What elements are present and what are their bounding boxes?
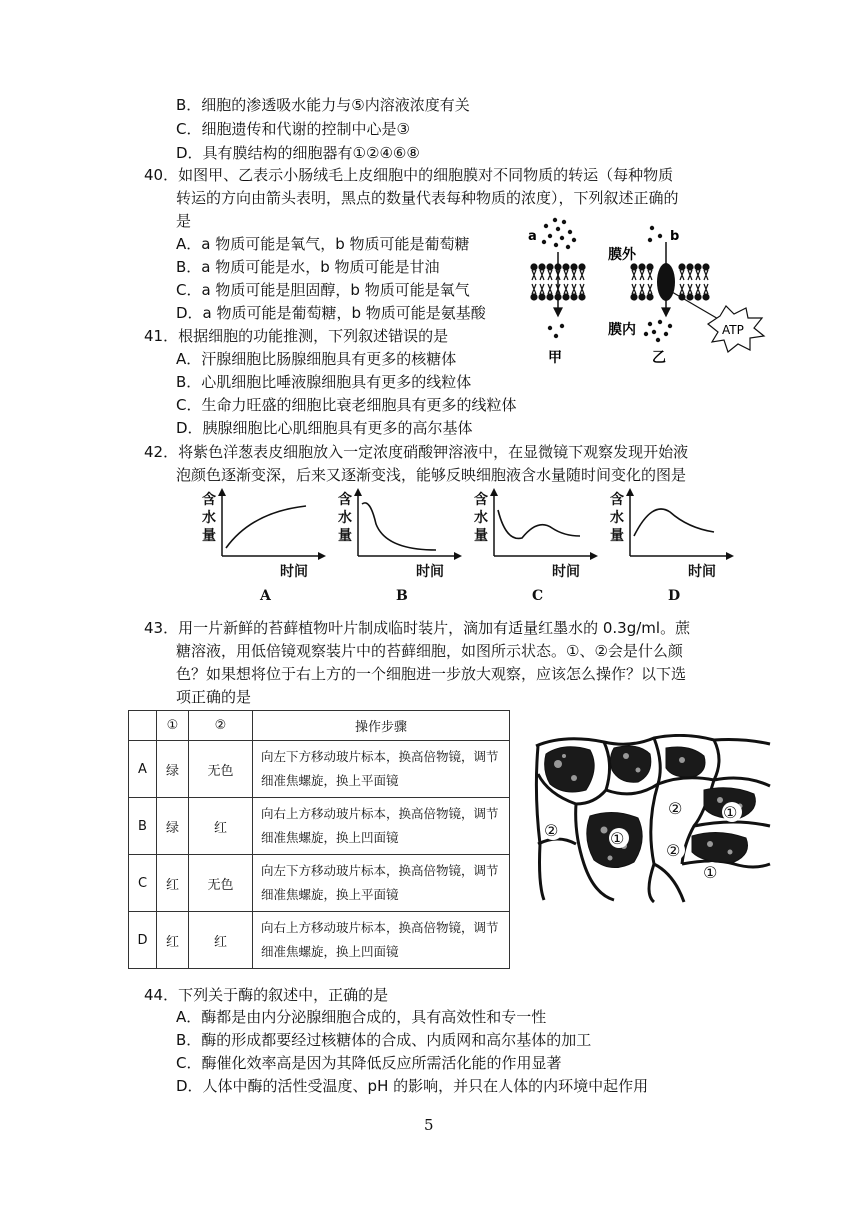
carrier-protein <box>657 263 675 301</box>
atp-label: ATP <box>722 323 744 337</box>
svg-text:水: 水 <box>202 510 216 526</box>
page-number: 5 <box>424 1116 434 1134</box>
q39-option-c: C．细胞遗传和代谢的控制中心是③ <box>176 120 410 138</box>
q44-option-d: D．人体中酶的活性受温度、pH 的影响，并只在人体的内环境中起作用 <box>176 1077 649 1095</box>
label-one: ① <box>723 803 738 822</box>
q43-options-table <box>128 710 510 969</box>
q43-stem-1: 43．用一片新鲜的苔藓植物叶片制成临时装片，滴加有适量红墨水的 0.3g/ml。蔗 <box>144 619 691 637</box>
b-dots-outside <box>648 226 662 242</box>
q40-stem-1: 40．如图甲、乙表示小肠绒毛上皮细胞中的细胞膜对不同物质的转运（每种物质 <box>144 166 674 184</box>
svg-text:时间: 时间 <box>552 564 580 580</box>
graph-c <box>474 488 598 604</box>
q43-stem-4: 项正确的是 <box>176 688 252 706</box>
membrane-transport-figure <box>520 212 770 372</box>
q44-option-a: A．酶都是由内分泌腺细胞合成的，具有高效性和专一性 <box>176 1008 547 1026</box>
q42-stem-2: 泡颜色逐渐变深，后来又逐渐变浅，能够反映细胞液含水量随时间变化的图是 <box>176 466 687 484</box>
svg-text:水: 水 <box>610 510 624 526</box>
table-row: A 绿 无色 向左下方移动玻片标本，换高倍物镜，调节细准焦螺旋，换上平面镜 <box>129 741 510 798</box>
table-row: C 红 无色 向左下方移动玻片标本，换高倍物镜，调节细准焦螺旋，换上平面镜 <box>129 855 510 912</box>
label-outside: 膜外 <box>608 247 636 263</box>
label-one: ① <box>703 863 718 882</box>
graph-d <box>610 488 734 604</box>
q40-option-c: C．a 物质可能是胆固醇，b 物质可能是氧气 <box>176 281 470 299</box>
table-row: D 红 红 向右上方移动玻片标本，换高倍物镜，调节细准焦螺旋，换上凹面镜 <box>129 912 510 969</box>
graph-a <box>202 488 326 604</box>
svg-text:B: B <box>396 588 408 604</box>
q43-stem-2: 糖溶液，用低倍镜观察装片中的苔藓细胞，如图所示状态。①、②会是什么颜 <box>176 642 683 660</box>
q39-option-b: B．细胞的渗透吸水能力与⑤内溶液浓度有关 <box>176 96 470 114</box>
moss-cells-figure <box>534 734 774 904</box>
label-jia: 甲 <box>548 350 562 366</box>
svg-text:含: 含 <box>474 492 488 508</box>
svg-text:时间: 时间 <box>688 564 716 580</box>
q42-stem-1: 42．将紫色洋葱表皮细胞放入一定浓度硝酸钾溶液中，在显微镜下观察发现开始液 <box>144 443 689 461</box>
a-dots-outside <box>542 218 576 249</box>
svg-text:水: 水 <box>338 510 352 526</box>
svg-text:D: D <box>668 588 681 604</box>
q43-stem-3: 色？如果想将位于右上方的一个细胞进一步放大观察，应该怎么操作？以下选 <box>176 665 687 683</box>
svg-text:量: 量 <box>610 528 624 544</box>
table-header-row: ① ② 操作步骤 <box>129 711 510 741</box>
q40-option-b: B．a 物质可能是水，b 物质可能是甘油 <box>176 258 440 276</box>
svg-text:水: 水 <box>474 510 488 526</box>
svg-text:含: 含 <box>610 492 624 508</box>
q42-graphs <box>200 488 740 604</box>
membrane-left <box>531 252 585 316</box>
b-dots-inside <box>644 320 672 342</box>
q41-stem: 41．根据细胞的功能推测，下列叙述错误的是 <box>144 327 449 345</box>
label-b: b <box>670 229 680 244</box>
svg-text:量: 量 <box>474 528 488 544</box>
q44-option-c: C．酶催化效率高是因为其降低反应所需活化能的作用显著 <box>176 1054 562 1072</box>
membrane-right <box>631 242 720 320</box>
svg-text:量: 量 <box>202 528 216 544</box>
q40-option-a: A．a 物质可能是氧气，b 物质可能是葡萄糖 <box>176 235 470 253</box>
label-inside: 膜内 <box>608 322 636 338</box>
q44-option-b: B．酶的形成都要经过核糖体的合成、内质网和高尔基体的加工 <box>176 1031 592 1049</box>
label-two: ② <box>668 799 683 818</box>
q41-option-a: A．汗腺细胞比肠腺细胞具有更多的核糖体 <box>176 350 457 368</box>
q40-option-d: D．a 物质可能是葡萄糖，b 物质可能是氨基酸 <box>176 304 486 322</box>
q41-option-b: B．心肌细胞比唾液腺细胞具有更多的线粒体 <box>176 373 472 391</box>
label-one: ① <box>610 829 625 848</box>
label-two: ② <box>544 821 559 840</box>
svg-text:A: A <box>260 588 271 604</box>
svg-text:含: 含 <box>338 492 352 508</box>
svg-text:C: C <box>532 588 544 604</box>
q40-stem-2: 转运的方向由箭头表明，黑点的数量代表每种物质的浓度），下列叙述正确的 <box>176 189 679 207</box>
graph-b <box>338 488 462 604</box>
a-dots-inside <box>548 324 564 338</box>
q39-option-d: D．具有膜结构的细胞器有①②④⑥⑧ <box>176 144 420 162</box>
svg-text:时间: 时间 <box>416 564 444 580</box>
label-yi: 乙 <box>652 350 666 366</box>
label-two: ② <box>666 841 681 860</box>
svg-text:量: 量 <box>338 528 352 544</box>
svg-text:含: 含 <box>202 492 216 508</box>
q44-stem: 44．下列关于酶的叙述中，正确的是 <box>144 986 389 1004</box>
table-row: B 绿 红 向右上方移动玻片标本，换高倍物镜，调节细准焦螺旋，换上凹面镜 <box>129 798 510 855</box>
q41-option-c: C．生命力旺盛的细胞比衰老细胞具有更多的线粒体 <box>176 396 517 414</box>
q40-stem-3: 是 <box>176 212 192 230</box>
svg-text:时间: 时间 <box>280 564 308 580</box>
label-a: a <box>528 229 537 244</box>
q41-option-d: D．胰腺细胞比心肌细胞具有更多的高尔基体 <box>176 419 473 437</box>
